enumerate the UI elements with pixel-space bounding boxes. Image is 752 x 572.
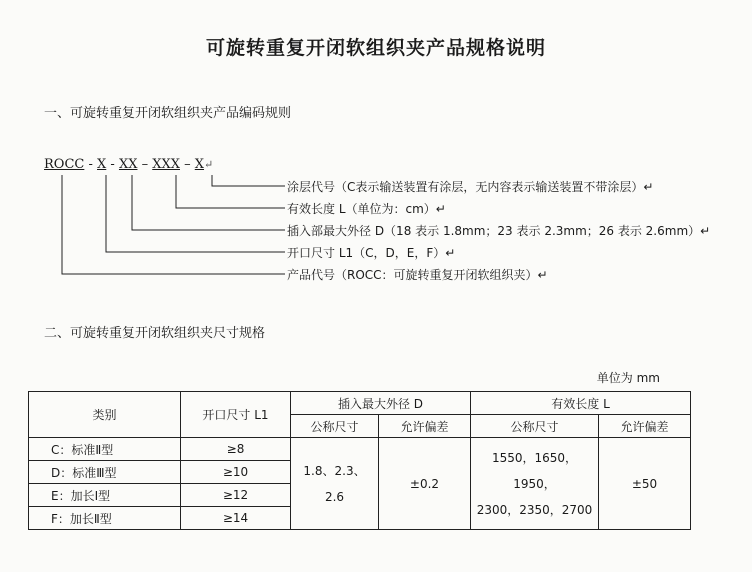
- diameter-nominal-line: 2.6: [324, 489, 345, 504]
- subheader-diameter-nominal: 公称尺寸: [291, 415, 379, 438]
- return-mark: ↵: [204, 158, 214, 171]
- connector-product: [62, 175, 285, 274]
- desc-opening: 开口尺寸 L1（C，D，E，F）↵: [287, 246, 456, 260]
- cell-category: F：加长Ⅱ型: [29, 507, 181, 530]
- code-sep: -: [106, 157, 119, 172]
- cell-length-tolerance: ±50: [599, 438, 691, 530]
- desc-diameter: 插入部最大外径 D（18 表示 1.8mm；23 表示 2.3mm；26 表示 2.6mm）↵: [287, 224, 711, 238]
- cell-opening: ≥10: [181, 461, 291, 484]
- code-coating-placeholder: X: [97, 157, 107, 172]
- header-opening: 开口尺寸 L1: [181, 392, 291, 438]
- desc-length: 有效长度 L（单位为：cm）↵: [287, 202, 446, 216]
- length-nominal-line: 2300，2350，2700: [476, 502, 593, 517]
- code-sep: –: [180, 157, 195, 172]
- cell-opening: ≥12: [181, 484, 291, 507]
- code-length-placeholder: XXX: [152, 157, 180, 172]
- section2-heading: 二、可旋转重复开闭软组织夹尺寸规格: [44, 326, 266, 341]
- cell-category: E：加长Ⅰ型: [29, 484, 181, 507]
- page-title: 可旋转重复开闭软组织夹产品规格说明: [205, 37, 546, 59]
- subheader-length-nominal: 公称尺寸: [471, 415, 599, 438]
- cell-length-nominal: [471, 438, 599, 530]
- header-length: 有效长度 L: [471, 392, 691, 415]
- code-prefix: ROCC: [44, 157, 85, 172]
- code-sep: –: [137, 157, 153, 172]
- length-nominal-line: 1550，1650，1950，: [491, 450, 578, 491]
- desc-product: 产品代号（ROCC：可旋转重复开闭软组织夹）↵: [287, 268, 548, 282]
- cell-category: C：标准Ⅱ型: [29, 438, 181, 461]
- subheader-length-tolerance: 允许偏差: [599, 415, 691, 438]
- connector-diameter: [132, 175, 285, 230]
- unit-label: 单位为 mm: [596, 371, 660, 385]
- cell-opening: ≥14: [181, 507, 291, 530]
- spec-table: [28, 391, 691, 530]
- code-last-placeholder: X: [194, 157, 205, 172]
- connector-coating: [212, 175, 285, 186]
- subheader-diameter-tolerance: 允许偏差: [379, 415, 471, 438]
- section1-heading: 一、可旋转重复开闭软组织夹产品编码规则: [44, 106, 292, 121]
- diameter-nominal-line: 1.8、2.3、: [303, 463, 366, 478]
- desc-coating: 涂层代号（C表示输送装置有涂层，无内容表示输送装置不带涂层）↵: [287, 180, 654, 194]
- cell-diameter-tolerance: ±0.2: [379, 438, 471, 530]
- header-category: 类别: [29, 392, 181, 438]
- cell-opening: ≥8: [181, 438, 291, 461]
- connector-opening: [106, 175, 285, 252]
- connector-length: [176, 175, 285, 208]
- table-row: [29, 438, 691, 461]
- code-opening-placeholder: XX: [118, 157, 138, 172]
- header-diameter: 插入最大外径 D: [291, 392, 471, 415]
- cell-diameter-nominal: [291, 438, 379, 530]
- cell-category: D：标准Ⅲ型: [29, 461, 181, 484]
- code-sep: -: [84, 157, 98, 172]
- table-header-row: [29, 392, 691, 415]
